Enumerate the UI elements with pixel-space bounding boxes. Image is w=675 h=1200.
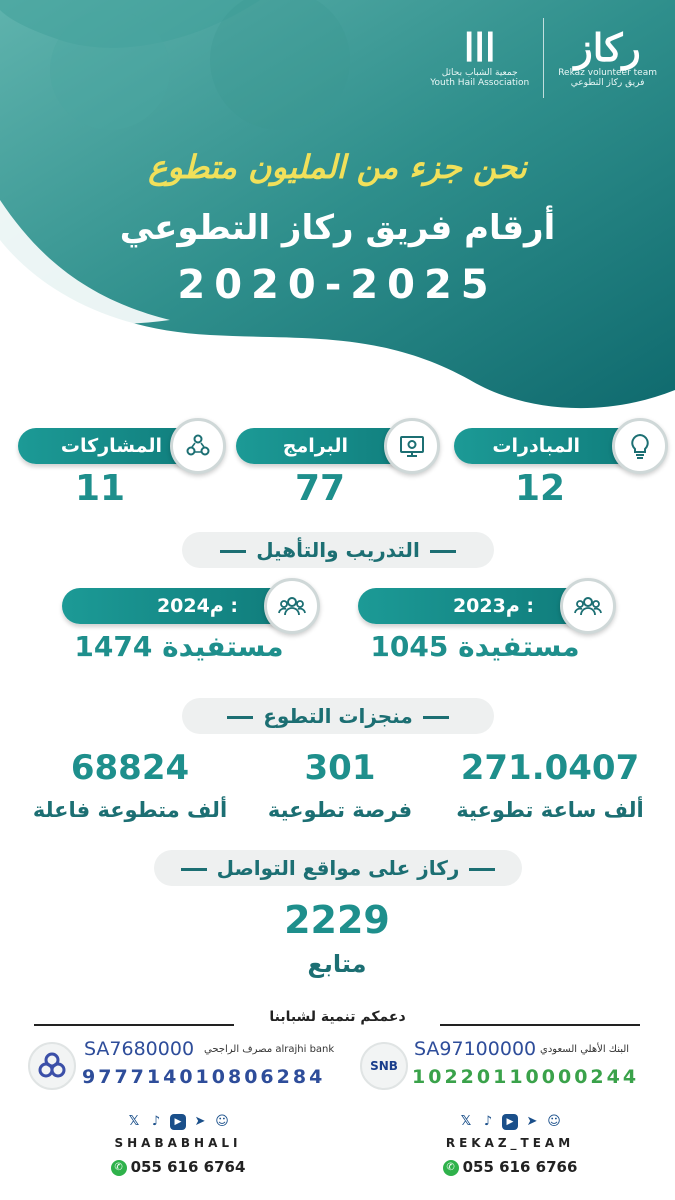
social-rekaz — [430, 1112, 590, 1150]
tiktok-icon[interactable]: ♪ — [483, 1114, 493, 1129]
achievement-value-volunteers: 68824 — [70, 748, 190, 788]
people-network-icon — [170, 418, 226, 474]
youth-hail-logo-en: Youth Hail Association — [430, 78, 530, 88]
logo-separator — [543, 18, 544, 98]
whatsapp-icon: ✆ — [111, 1160, 127, 1176]
group-icon — [264, 578, 320, 634]
followers-label: متابع — [307, 950, 367, 978]
alrajhi-logo-mark — [37, 1051, 67, 1081]
training-value-2023: 1045 مستفيدة — [370, 630, 580, 663]
stat-value-initiatives: 12 — [514, 468, 566, 509]
stat-label: المبادرات — [492, 435, 580, 457]
slogan: نحن جزء من المليون متطوع — [148, 148, 527, 186]
section-dash — [220, 550, 246, 553]
x-icon[interactable]: 𝕏 — [128, 1114, 140, 1129]
section-training — [182, 532, 494, 568]
section-achievements — [182, 698, 494, 734]
page-title: أرقام فريق ركاز التطوعي — [119, 208, 556, 248]
section-dash — [469, 868, 495, 871]
achievement-value-opportunities: 301 — [304, 748, 376, 788]
youth-hail-logo-mark: ااا — [463, 25, 496, 70]
stat-label: البرامج — [282, 435, 348, 457]
youth-hail-logo — [430, 25, 530, 88]
section-training-title: التدريب والتأهيل — [256, 538, 420, 562]
section-dash — [430, 550, 456, 553]
alrajhi-name: مصرف الراجحي alrajhi bank — [204, 1044, 335, 1055]
snb-account[interactable]: 10220110000244 — [412, 1066, 640, 1088]
training-year: 2024م : — [156, 595, 238, 617]
youth-hail-logo-ar: جمعية الشباب بحائل — [441, 68, 518, 78]
tiktok-icon[interactable]: ♪ — [151, 1114, 161, 1129]
social-icons-row — [98, 1112, 258, 1132]
section-achievements-title: منجزات التطوع — [263, 704, 413, 728]
phone-rekaz[interactable] — [430, 1158, 590, 1176]
monitor-gear-icon — [384, 418, 440, 474]
telegram-icon[interactable]: ➤ — [526, 1114, 538, 1129]
phone-shababhali[interactable] — [98, 1158, 258, 1176]
section-dash — [227, 716, 253, 719]
snapchat-icon[interactable]: ☺ — [215, 1114, 229, 1129]
x-icon[interactable]: 𝕏 — [460, 1114, 472, 1129]
phone-number: 055 616 6766 — [462, 1158, 578, 1176]
snb-name: البنك الأهلي السعودي — [540, 1044, 630, 1055]
snapchat-icon[interactable]: ☺ — [547, 1114, 561, 1129]
lightbulb-icon — [612, 418, 668, 474]
training-value-2024: 1474 مستفيدة — [74, 630, 284, 663]
hero-header — [0, 0, 675, 420]
training-year: 2023م : — [452, 595, 534, 617]
support-title: دعمكم تنمية لشبابنا — [269, 1009, 406, 1025]
stat-label: المشاركات — [60, 435, 162, 457]
snb-iban: SA97100000 — [414, 1038, 537, 1060]
achievement-label-volunteers: ألف متطوعة فاعلة — [32, 798, 228, 822]
achievement-value-hours: 271.0407 — [460, 748, 640, 788]
group-icon — [560, 578, 616, 634]
youtube-icon[interactable]: ▶ — [502, 1114, 518, 1130]
social-shababhali — [98, 1112, 258, 1150]
snb-logo-text: SNB — [370, 1059, 398, 1073]
bank-snb — [354, 1036, 654, 1096]
rekaz-logo-en: Rekaz volunteer team — [558, 68, 657, 78]
snb-logo — [360, 1042, 408, 1090]
achievement-label-hours: ألف ساعة تطوعية — [456, 798, 644, 822]
rekaz-logo-ar: فريق ركاز التطوعي — [570, 78, 645, 88]
alrajhi-iban: SA7680000 — [84, 1038, 195, 1060]
social-handle[interactable]: SHABABHALI — [114, 1136, 242, 1150]
social-handle[interactable]: REKAZ_TEAM — [445, 1136, 575, 1150]
section-dash — [181, 868, 207, 871]
followers-value: 2229 — [284, 898, 390, 942]
section-dash — [423, 716, 449, 719]
alrajhi-logo — [28, 1042, 76, 1090]
stat-value-programs: 77 — [294, 468, 346, 509]
rekaz-logo — [558, 25, 657, 88]
logos-bar — [430, 18, 657, 98]
section-social-reach — [154, 850, 522, 886]
years-range: 2020-2025 — [177, 262, 498, 308]
rekaz-logo-mark: ركاز — [574, 25, 641, 70]
bank-alrajhi — [24, 1036, 344, 1096]
phone-number: 055 616 6764 — [130, 1158, 246, 1176]
social-icons-row — [430, 1112, 590, 1132]
section-social-title: ركاز على مواقع التواصل — [216, 856, 460, 880]
alrajhi-account[interactable]: 977714010806284 — [82, 1066, 326, 1088]
telegram-icon[interactable]: ➤ — [194, 1114, 206, 1129]
whatsapp-icon: ✆ — [443, 1160, 459, 1176]
stat-value-participations: 11 — [74, 468, 126, 509]
achievement-label-opportunities: فرصة تطوعية — [267, 798, 413, 822]
youtube-icon[interactable]: ▶ — [170, 1114, 186, 1130]
